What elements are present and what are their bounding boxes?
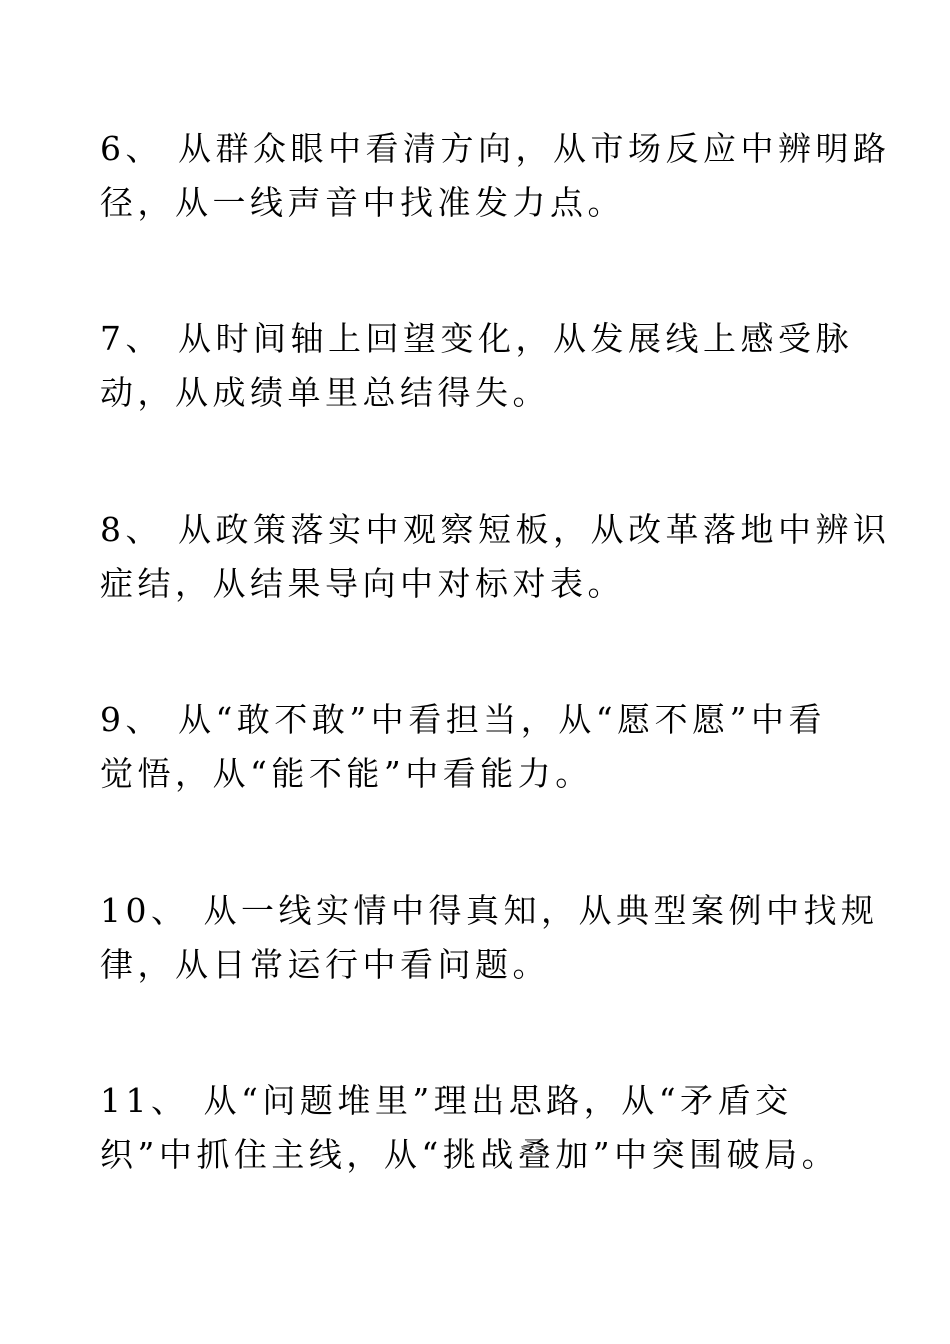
item-line: 6、 从群众眼中看清方向，从市场反应中辨明路 <box>100 129 891 168</box>
item-line: 织”中抓住主线，从“挑战叠加”中突围破局。 <box>100 1135 840 1174</box>
item-line: 动，从成绩单里总结得失。 <box>100 373 550 412</box>
list-item <box>100 1074 860 1182</box>
item-line: 7、 从时间轴上回望变化，从发展线上感受脉 <box>100 319 853 358</box>
item-line: 径，从一线声音中找准发力点。 <box>100 183 625 222</box>
list-item <box>100 122 891 230</box>
list-item <box>100 884 879 992</box>
item-line: 律，从日常运行中看问题。 <box>100 945 550 984</box>
item-line: 9、 从“敢不敢”中看担当，从“愿不愿”中看 <box>100 700 826 739</box>
list-item <box>100 693 860 801</box>
item-line: 11、 从“问题堆里”理出思路，从“矛盾交 <box>100 1081 793 1120</box>
item-line: 症结，从结果导向中对标对表。 <box>100 564 625 603</box>
list-item <box>100 503 891 611</box>
item-line: 觉悟，从“能不能”中看能力。 <box>100 754 593 793</box>
item-line: 10、 从一线实情中得真知，从典型案例中找规 <box>100 891 879 930</box>
item-line: 8、 从政策落实中观察短板，从改革落地中辨识 <box>100 510 891 549</box>
list-item <box>100 312 860 420</box>
